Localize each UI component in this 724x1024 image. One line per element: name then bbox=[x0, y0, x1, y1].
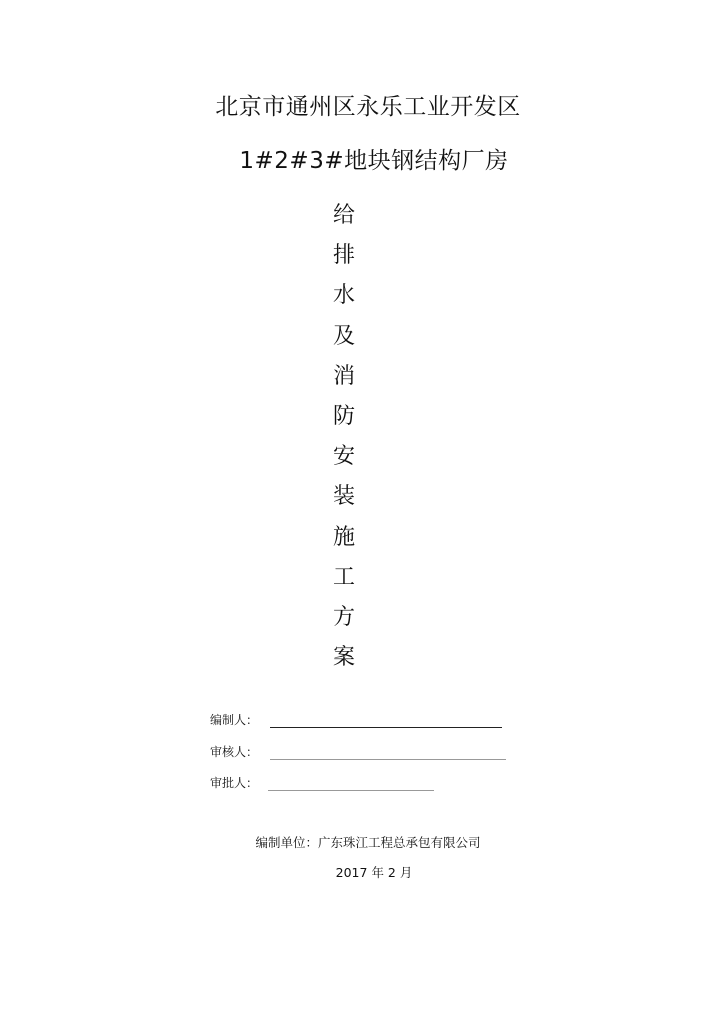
compiler-signature-row bbox=[210, 712, 470, 732]
document-date-text: 2017 年 2 月 bbox=[335, 865, 413, 880]
vertical-title-char: 水 bbox=[332, 283, 355, 309]
approver-signature-row bbox=[210, 775, 470, 795]
vertical-title-char: 案 bbox=[332, 645, 355, 671]
vertical-title-char: 排 bbox=[332, 243, 355, 269]
compiling-unit bbox=[0, 835, 724, 851]
vertical-title-char: 安 bbox=[332, 444, 355, 470]
vertical-title-char: 工 bbox=[332, 564, 355, 590]
vertical-title-char: 方 bbox=[332, 604, 355, 630]
reviewer-signature-line bbox=[270, 759, 506, 760]
compiling-unit-label: 编制单位： bbox=[255, 835, 318, 850]
reviewer-signature-row bbox=[210, 744, 470, 764]
vertical-title-char: 给 bbox=[332, 203, 355, 228]
vertical-title bbox=[324, 196, 364, 678]
document-date bbox=[0, 865, 724, 881]
vertical-title-char: 消 bbox=[332, 363, 355, 389]
document-title-line-2: 1#2#3#地块钢结构厂房 bbox=[239, 148, 509, 174]
document-title-line-1: 北京市通州区永乐工业开发区 bbox=[215, 94, 521, 120]
vertical-title-char: 及 bbox=[332, 323, 355, 349]
approver-label: 审批人： bbox=[210, 776, 259, 790]
compiler-signature-line bbox=[270, 727, 502, 728]
compiling-unit-name: 广东珠江工程总承包有限公司 bbox=[318, 835, 481, 850]
vertical-title-char: 防 bbox=[332, 403, 355, 429]
vertical-title-char: 施 bbox=[332, 524, 355, 550]
compiler-label: 编制人： bbox=[210, 713, 259, 727]
vertical-title-char: 装 bbox=[332, 484, 355, 510]
approver-signature-line bbox=[268, 790, 434, 791]
reviewer-label: 审核人： bbox=[210, 745, 259, 759]
